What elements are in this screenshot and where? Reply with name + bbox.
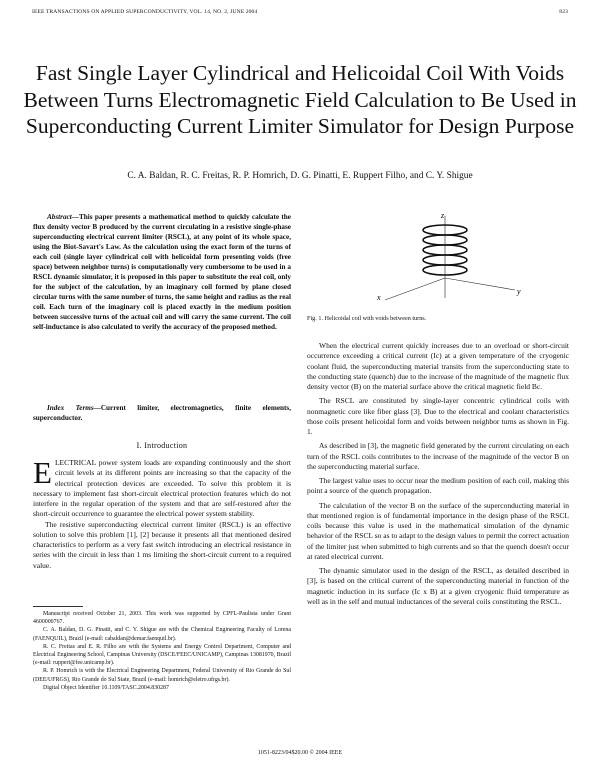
footnote: C. A. Baldan, D. G. Pinatti, and C. Y. Shigue are with the Chemical Engineering Faculty of Lorena (FAENQUIL), Brazil (e-mail: cabaldan@demar.faenquil.br). — [33, 627, 291, 642]
page-number: 823 — [559, 9, 568, 15]
figure-caption: Fig. 1. Helicoidal coil with voids between turns. — [307, 315, 427, 322]
index-terms — [33, 403, 291, 423]
copyright-footer: 1051-8223/04$20.00 © 2004 IEEE — [257, 750, 343, 756]
index-terms-label: Index Terms— — [47, 404, 101, 412]
body-paragraph: The largest value uses to occur near the medium position of each coil, making this point a source of the quench propagation. — [307, 476, 569, 496]
y-axis — [445, 278, 515, 290]
abstract — [33, 212, 291, 332]
footnote: R. P. Homrich is with the Electrical Engineering Department, Federal University of Rio Grande do Sul (DEE/UFRGS), Rio Grande do Sul State, Brazil (e-mail: homrich@eletro.ufrgs.br). — [33, 668, 291, 683]
intro-paragraph-2: The resistive superconducting electrical current limiter (RSCL) is an effective solution to solve this problem [1], [2] because it presents all that mentioned desired characteristics to perform as a very fast switch introducing an electrical resistance in series with the circuit in less than 1 ms limiting the short-circuit current to a required value. — [33, 519, 291, 570]
x-label: x — [377, 293, 381, 302]
running-header — [32, 9, 568, 15]
abstract-label: Abstract— — [47, 213, 79, 221]
right-column-body — [307, 341, 569, 611]
intro-paragraph-1: LECTRICAL power system loads are expanding continuously and the short circuit levels at its different points are increasing so that the capacity of the electrical protection devices are exceeded. To solve this problem it is necessary to implement fast short-circuit electrical protection features which do not interfere in the regular operation of the system and that are self-restored after the short-circuit occurrence to guarantee the electrical power system stability. — [33, 458, 291, 519]
footnote: R. C. Freitas and E. R. Filho are with the Systems and Energy Control Department, Computer and Electrical Engineering School, Campinas University (DSCE/FEEC/UNICAMP), Campinas 13081970, Brazil (e-mail: ruppert@fee.unicamp.br). — [33, 643, 291, 667]
body-paragraph: The dynamic simulator used in the design of the RSCL, as detailed described in [3], is based on the critical current of the superconducting material in function of the magnetic induction in its surface (Ic x B) at a given cryogenic fluid temperature as well as in the self and mutual inductances of the several coils constituting the RSCL. — [307, 566, 569, 606]
intro-body — [33, 455, 291, 571]
body-paragraph: When the electrical current quickly increases due to an overload or short-circuit occurrence exceeding a critical current (Ic) at a given temperature of the cryogenic coolant fluid, the superconducting material transits from the superconducting state to the conducting state (quench) due to the increase of the magnitude of the magnetic flux density vector (B) on the material surface above the critical magnetic field Bc. — [307, 341, 569, 391]
footnote-rule — [33, 606, 83, 607]
z-label: z — [441, 211, 445, 220]
body-paragraph: The calculation of the vector B on the surface of the superconducting material in that mentioned region is of fundamental importance in the design phase of the RSCL coils because this value is used in the mathematical simulation of the dynamic behavior of the RSCL so as to adapt to the design values to permit the correct actuation of the limiter just when submitted to high currents and so that the quench doesn't occur at rated electrical current. — [307, 500, 569, 561]
abstract-text: This paper presents a mathematical method to quickly calculate the flux density vector B produced by the current circulating in a resistive single-phase superconducting electrical current limiter (RSCL), at any point of its whole space, using the Biot-Savart's Law. As the calculation using the exact form of the turns of each coil (single layer cylindrical coil with helicoidal form presenting voids (free space) between neighbor turns) is computationally very cumbersome to be used in a RSCL dynamic simulator, it is proposed in this paper to substitute the real coil, only for the subject of the calculation, by an imaginary coil formed by plane closed circular turns with the same number of turns, the same height and radius as the real coil. Each turn of the imaginary coil is placed exactly in the medium position between successive turns of the actual coil and will carry the same current. The coil self-inductance is also calculated to verify the accuracy of the proposed method. — [33, 213, 291, 331]
footnote: Manuscript received October 21, 2003. This work was supported by CPFL-Paulista under Grant 4600000767. — [33, 611, 291, 626]
paper-title: Fast Single Layer Cylindrical and Helicoidal Coil With Voids Between Turns Electromagnetic Field Calculation to Be Used in Superconducting Current Limiter Simulator for Design Purpose — [23, 61, 577, 138]
index-terms-text: Current limiter, electromagnetics, finite elements, superconductor. — [33, 404, 291, 422]
y-label: y — [517, 287, 521, 296]
drop-cap: E — [33, 455, 52, 490]
body-paragraph: As described in [3], the magnetic field generated by the current circulating on each turn of the RSCL coils contributes to the increase of the magnitude of the vector B on the superconducting material surface. — [307, 441, 569, 471]
footnotes — [33, 610, 291, 692]
helicoidal-coil-figure — [345, 208, 545, 308]
footnote: Digital Object Identifier 10.1109/TASC.2004.830287 — [43, 684, 169, 691]
section-heading: I. Introduction — [136, 441, 188, 450]
body-paragraph: The RSCL are constituted by single-layer concentric cylindrical coils with nonmagnetic core like fiber glass [3]. Due to the electrical and coolant characteristics those coils present helicoidal form and voids between neighbor turns as shown in Fig. 1. — [307, 396, 569, 436]
author-list: C. A. Baldan, R. C. Freitas, R. P. Homrich, D. G. Pinatti, E. Ruppert Filho, and C. Y. Shigue — [127, 171, 473, 181]
x-axis — [385, 278, 445, 300]
journal-header: IEEE TRANSACTIONS ON APPLIED SUPERCONDUCTIVITY, VOL. 14, NO. 2, JUNE 2004 — [32, 9, 258, 15]
